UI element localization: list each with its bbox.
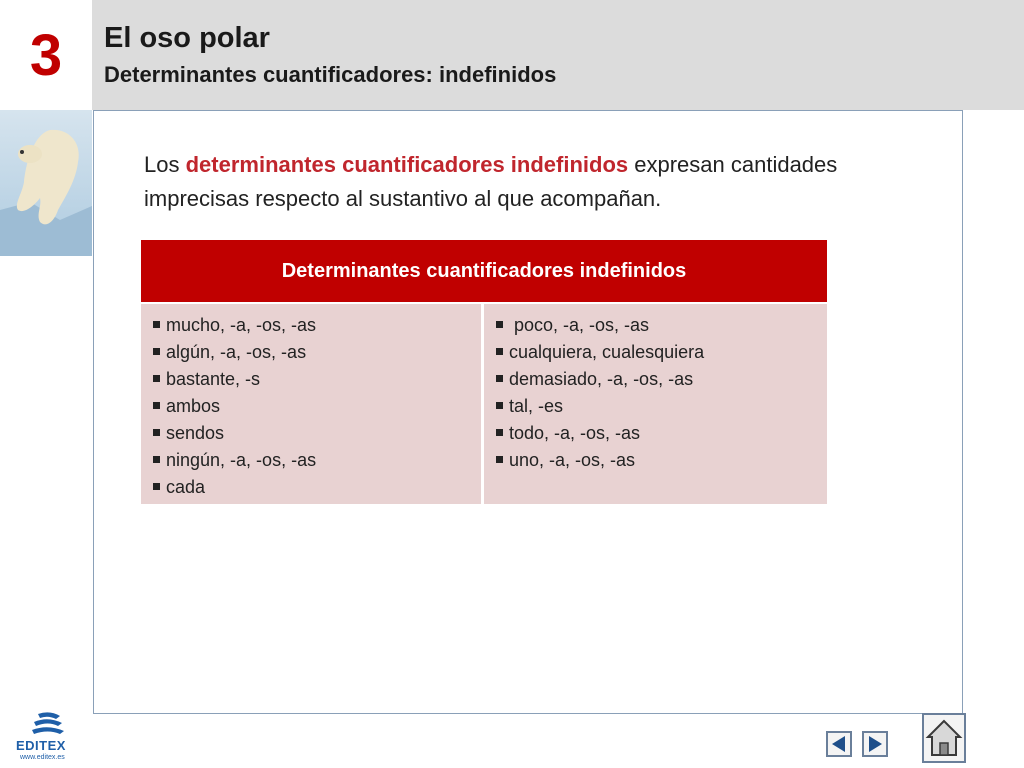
logo-url: www.editex.es — [20, 754, 65, 761]
bullet-square-icon — [153, 483, 160, 490]
list-item — [153, 312, 481, 339]
list-item-text: uno, -a, -os, -as — [509, 450, 636, 470]
table-heading: Determinantes cuantificadores indefinidos — [141, 240, 827, 302]
bullet-square-icon — [153, 375, 160, 382]
polar-bear-image — [0, 110, 92, 256]
bullet-square-icon — [496, 375, 503, 382]
list-item — [153, 474, 481, 501]
unit-number: 3 — [29, 22, 63, 88]
intro-highlight: determinantes cuantificadores indefinidos — [185, 152, 629, 177]
intro-lead: Los — [144, 152, 186, 177]
list-item — [153, 366, 481, 393]
list-item — [496, 393, 827, 420]
bullet-square-icon — [153, 321, 160, 328]
list-item-text: cualquiera, cualesquiera — [509, 342, 705, 362]
list-item-text: ambos — [166, 396, 221, 416]
list-item-text: todo, -a, -os, -as — [509, 423, 641, 443]
list-item — [496, 447, 827, 474]
list-item-text: bastante, -s — [166, 369, 261, 389]
list-item-text: algún, -a, -os, -as — [166, 342, 307, 362]
list-item-text: poco, -a, -os, -as — [509, 315, 650, 335]
bullet-square-icon — [496, 321, 503, 328]
bullet-square-icon — [153, 348, 160, 355]
page-title: El oso polar — [104, 22, 270, 54]
list-item-text: mucho, -a, -os, -as — [166, 315, 317, 335]
previous-slide-button[interactable] — [826, 731, 852, 757]
list-item — [153, 393, 481, 420]
bullet-square-icon — [496, 456, 503, 463]
list-item-text: cada — [166, 477, 206, 497]
intro-rest: expresan cantidades imprecisas respecto al sustantivo al que acompañan. — [144, 152, 838, 211]
list-item-text: tal, -es — [509, 396, 564, 416]
intro-paragraph — [144, 148, 864, 216]
home-icon — [924, 715, 964, 761]
triangle-right-icon — [864, 733, 886, 755]
list-item-text: demasiado, -a, -os, -as — [509, 369, 694, 389]
list-item — [153, 447, 481, 474]
list-item — [496, 420, 827, 447]
table-left-column — [141, 304, 481, 504]
bullet-square-icon — [496, 402, 503, 409]
list-item — [153, 420, 481, 447]
list-item — [496, 312, 827, 339]
determiners-table — [141, 240, 827, 504]
header-bar — [92, 0, 1024, 110]
list-item — [496, 366, 827, 393]
list-item — [153, 339, 481, 366]
bullet-square-icon — [153, 402, 160, 409]
table-right-column — [484, 304, 827, 504]
logo-wordmark: EDITEX — [16, 738, 66, 753]
page-subtitle: Determinantes cuantificadores: indefinidos — [104, 62, 557, 87]
list-item-text: ningún, -a, -os, -as — [166, 450, 317, 470]
list-item — [496, 339, 827, 366]
bullet-square-icon — [153, 429, 160, 436]
list-item-text: sendos — [166, 423, 225, 443]
next-slide-button[interactable] — [862, 731, 888, 757]
triangle-left-icon — [828, 733, 850, 755]
bullet-square-icon — [496, 348, 503, 355]
bullet-square-icon — [153, 456, 160, 463]
logo-mark-icon — [16, 710, 76, 740]
home-button[interactable] — [922, 713, 966, 763]
editex-logo — [16, 710, 76, 762]
bullet-square-icon — [496, 429, 503, 436]
